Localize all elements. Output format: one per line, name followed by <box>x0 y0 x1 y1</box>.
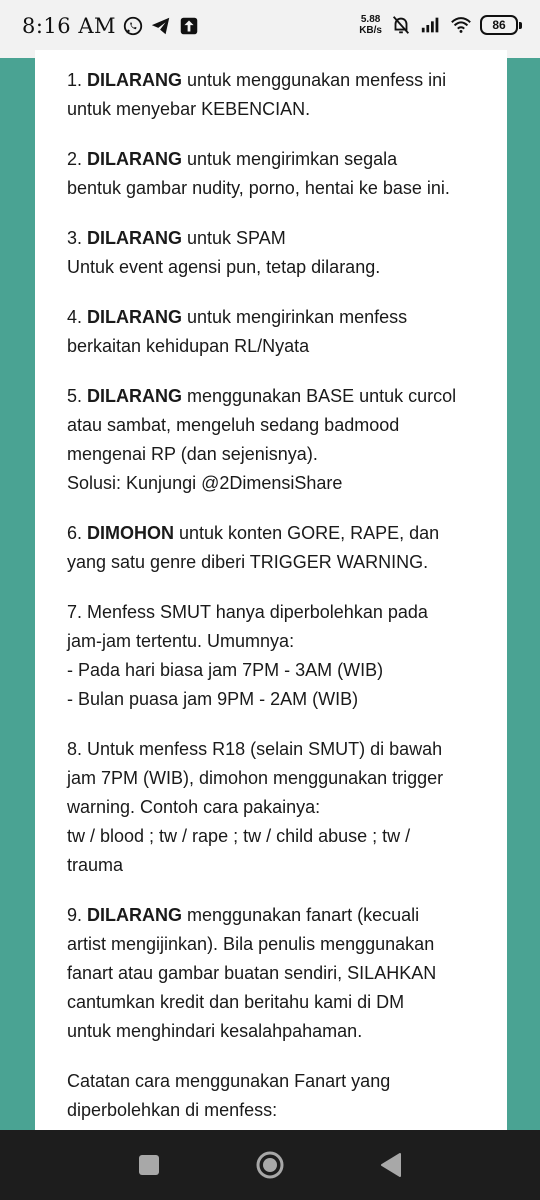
rule-text: - Bulan puasa jam 9PM - 2AM (WIB) <box>67 689 359 709</box>
recents-button[interactable] <box>134 1150 164 1180</box>
rule-line <box>67 1067 499 1096</box>
network-speed-value: 5.88 <box>360 14 381 25</box>
rule-line <box>67 930 499 959</box>
rule-text: 1. <box>67 70 88 90</box>
rule-line <box>67 66 499 95</box>
rule-text: yang satu genre diberi TRIGGER WARNING. <box>67 552 429 572</box>
rules-list <box>67 66 499 1130</box>
telegram-icon <box>150 15 172 37</box>
rule-keyword: DILARANG <box>87 228 183 248</box>
battery-icon <box>480 15 522 35</box>
rule-text: fanart atau gambar buatan sendiri, SILAHKAN <box>67 963 437 983</box>
rule-text: diperbolehkan di menfess: <box>67 1100 278 1120</box>
rule-line <box>67 959 499 988</box>
rule-text: mengenai RP (dan sejenisnya). <box>67 444 318 464</box>
rule-text: cantumkan kredit dan beritahu kami di DM <box>67 992 405 1012</box>
rule-text: menggunakan fanart (kecuali <box>182 905 420 925</box>
rule-line <box>67 469 499 498</box>
rule-keyword: DILARANG <box>87 905 183 925</box>
wifi-icon <box>450 14 472 36</box>
rule-line <box>67 988 499 1017</box>
network-speed-unit: KB/s <box>359 25 382 36</box>
rule-text: - Pada hari biasa jam 7PM - 3AM (WIB) <box>67 660 384 680</box>
rule-keyword: DIMOHON <box>87 523 175 543</box>
rule-line <box>67 764 499 793</box>
status-right <box>359 14 522 36</box>
rule-line <box>67 627 499 656</box>
rule-text: Solusi: Kunjungi @2DimensiShare <box>67 473 343 493</box>
rule-line <box>67 519 499 548</box>
battery-tip <box>519 22 522 29</box>
rule-text: jam-jam tertentu. Umumnya: <box>67 631 295 651</box>
upload-icon <box>178 15 200 37</box>
rule-text: atau sambat, mengeluh sedang badmood <box>67 415 400 435</box>
rule-text: warning. Contoh cara pakainya: <box>67 797 321 817</box>
rule-keyword: DILARANG <box>87 149 183 169</box>
rule-line <box>67 145 499 174</box>
rule-text: untuk SPAM <box>182 228 286 248</box>
navigation-bar <box>0 1130 540 1200</box>
rule-line <box>67 440 499 469</box>
rule-paragraph <box>67 224 499 282</box>
rule-line <box>67 303 499 332</box>
rule-line <box>67 793 499 822</box>
rule-paragraph <box>67 598 499 714</box>
rule-keyword: DILARANG <box>87 307 183 327</box>
home-button[interactable] <box>255 1150 285 1180</box>
rule-line <box>67 851 499 880</box>
mute-bell-icon <box>390 14 412 36</box>
rule-line <box>67 1017 499 1046</box>
rule-line <box>67 411 499 440</box>
rule-text: artist mengijinkan). Bila penulis menggunakan <box>67 934 435 954</box>
rule-text: menggunakan BASE untuk curcol <box>182 386 457 406</box>
rule-text: 3. <box>67 228 88 248</box>
rule-text: 7. Menfess SMUT hanya diperbolehkan pada <box>67 602 428 622</box>
rule-text: tw / blood ; tw / rape ; tw / child abuse ; tw / <box>67 826 411 846</box>
rule-line <box>67 656 499 685</box>
rule-line <box>67 685 499 714</box>
back-button[interactable] <box>376 1150 406 1180</box>
rule-text: bentuk gambar nudity, porno, hentai ke base ini. <box>67 178 450 198</box>
rule-line <box>67 224 499 253</box>
rule-text: Catatan cara menggunakan Fanart yang <box>67 1071 391 1091</box>
battery-level: 86 <box>480 15 518 35</box>
network-speed <box>359 14 382 36</box>
rule-line <box>67 548 499 577</box>
rule-line <box>67 822 499 851</box>
rule-text: untuk mengirimkan segala <box>182 149 398 169</box>
recents-square-icon <box>138 1154 160 1176</box>
rule-paragraph <box>67 735 499 880</box>
signal-icon <box>420 14 442 36</box>
rule-line <box>67 598 499 627</box>
rule-paragraph <box>67 66 499 124</box>
rule-text: untuk mengirinkan menfess <box>182 307 408 327</box>
rule-text: 4. <box>67 307 88 327</box>
rule-text: 5. <box>67 386 88 406</box>
rule-paragraph <box>67 145 499 203</box>
rule-text: jam 7PM (WIB), dimohon menggunakan trigger <box>67 768 444 788</box>
rule-paragraph <box>67 303 499 361</box>
rule-paragraph <box>67 382 499 498</box>
rule-text: untuk konten GORE, RAPE, dan <box>174 523 440 543</box>
rule-line <box>67 95 499 124</box>
rule-text: 8. Untuk menfess R18 (selain SMUT) di bawah <box>67 739 443 759</box>
whatsapp-icon <box>122 15 144 37</box>
rule-keyword: DILARANG <box>87 70 183 90</box>
rule-line <box>67 253 499 282</box>
status-time: 8:16 AM <box>22 14 117 38</box>
rule-text: Untuk event agensi pun, tetap dilarang. <box>67 257 381 277</box>
rule-line <box>67 901 499 930</box>
rule-paragraph <box>67 519 499 577</box>
rule-line <box>67 735 499 764</box>
rule-line <box>67 1096 499 1125</box>
rule-paragraph <box>67 1067 499 1125</box>
rule-keyword: DILARANG <box>87 386 183 406</box>
rule-text: 2. <box>67 149 88 169</box>
rule-text: untuk menggunakan menfess ini <box>182 70 447 90</box>
back-triangle-icon <box>379 1152 403 1178</box>
home-circle-icon <box>255 1150 285 1180</box>
rule-text: 6. <box>67 523 88 543</box>
rules-card <box>35 50 507 1130</box>
rule-text: untuk menghindari kesalahpahaman. <box>67 1021 363 1041</box>
rule-line <box>67 174 499 203</box>
status-left <box>22 14 200 38</box>
rule-text: berkaitan kehidupan RL/Nyata <box>67 336 310 356</box>
rule-text: 9. <box>67 905 88 925</box>
rule-text: trauma <box>67 855 124 875</box>
rule-paragraph <box>67 901 499 1046</box>
rule-line <box>67 332 499 361</box>
rule-line <box>67 382 499 411</box>
rule-text: untuk menyebar KEBENCIAN. <box>67 99 311 119</box>
